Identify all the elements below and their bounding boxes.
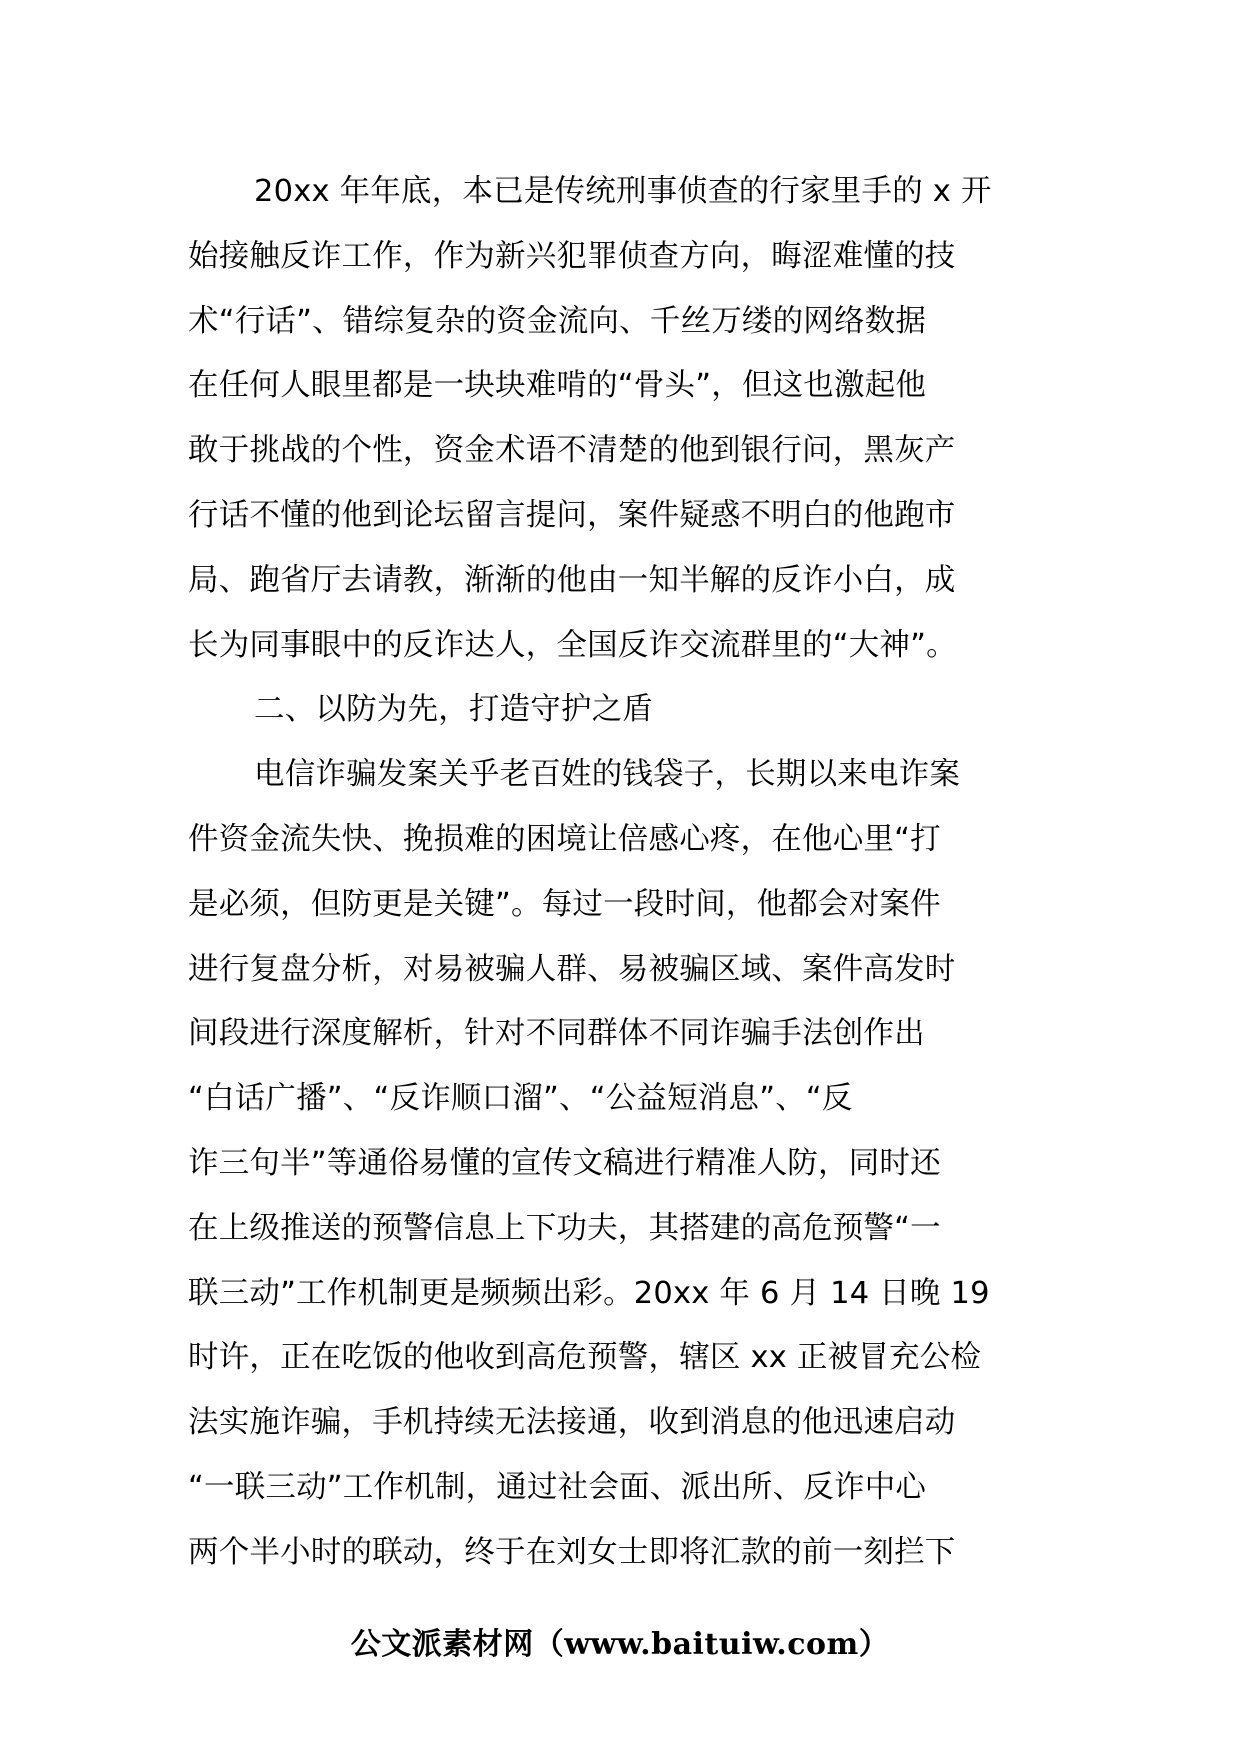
text-line: 间段进行深度解析，针对不同群体不同诈骗手法创作出	[188, 1016, 925, 1052]
text-line: “白话广播”、“反诈顺口溜”、“公益短消息”、“反	[188, 1081, 853, 1117]
text-line: 在任何人眼里都是一块块难啃的“骨头”，但这也激起他	[188, 368, 927, 404]
footer-watermark: 公文派素材网（www.baituiw.com）	[350, 1627, 890, 1662]
text-line: 长为同事眼中的反诈达人，全国反诈交流群里的“大神”。	[188, 627, 957, 663]
text-line: 件资金流失快、挽损难的困境让倍感心疼，在他心里“打	[188, 821, 941, 857]
text-line: 在上级推送的预警信息上下功夫，其搭建的高危预警“一	[188, 1210, 941, 1246]
text-line: 敢于挑战的个性，资金术语不清楚的他到银行问，黑灰产	[188, 433, 956, 469]
text-line: 术“行话”、错综复杂的资金流向、千丝万缕的网络数据	[188, 303, 927, 339]
text-line: 20xx 年年底，本已是传统刑事侦查的行家里手的 x 开	[254, 174, 992, 209]
text-line: 诈三句半”等通俗易懂的宣传文稿进行精准人防，同时还	[188, 1145, 941, 1181]
text-line: “一联三动”工作机制，通过社会面、派出所、反诈中心	[188, 1469, 927, 1505]
text-line: 电信诈骗发案关乎老百姓的钱袋子，长期以来电诈案	[254, 757, 961, 793]
text-line: 联三动”工作机制更是频频出彩。20xx 年 6 月 14 日晚 19	[188, 1275, 990, 1311]
text-line: 进行复盘分析，对易被骗人群、易被骗区域、案件高发时	[188, 951, 956, 987]
text-line: 法实施诈骗，手机持续无法接通，收到消息的他迅速启动	[188, 1405, 956, 1441]
body-text	[188, 160, 1064, 1586]
text-line: 二、以防为先，打造守护之盾	[254, 692, 654, 728]
text-line: 行话不懂的他到论坛留言提问，案件疑惑不明白的他跑市	[188, 497, 956, 533]
text-line: 局、跑省厅去请教，渐渐的他由一知半解的反诈小白，成	[188, 562, 956, 598]
text-line: 时许，正在吃饭的他收到高危预警，辖区 xx 正被冒充公检	[188, 1340, 982, 1376]
text-line: 是必须，但防更是关键”。每过一段时间，他都会对案件	[188, 886, 941, 922]
text-line: 两个半小时的联动，终于在刘女士即将汇款的前一刻拦下	[188, 1534, 956, 1570]
text-line: 始接触反诈工作，作为新兴犯罪侦查方向，晦涩难懂的技	[188, 238, 956, 274]
